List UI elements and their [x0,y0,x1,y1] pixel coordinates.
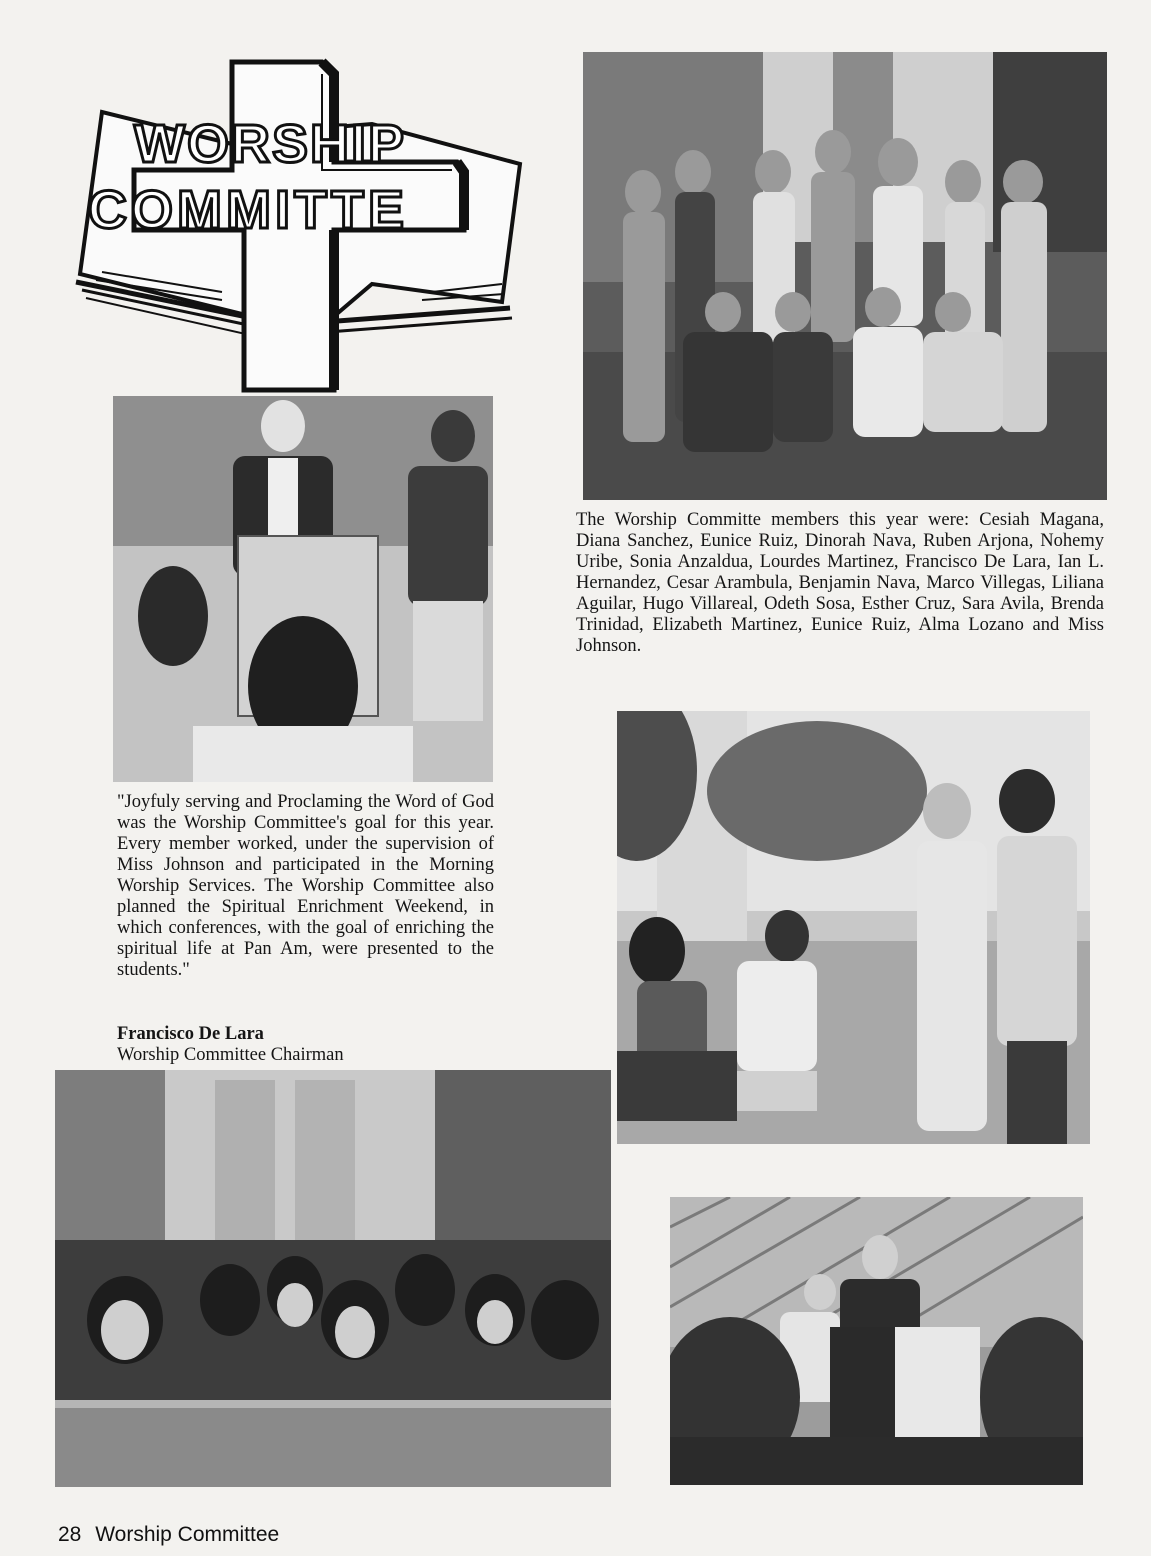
logo-line-2: COMMITTE [88,180,408,240]
chapel-audience-photo [55,1070,611,1487]
classroom-lectern-photo [113,396,493,782]
outdoor-conversation-photo [617,711,1090,1144]
cross-and-open-bible-icon [72,52,530,394]
pulpit-speaker-photo [670,1197,1083,1485]
worship-committee-logo [72,52,530,394]
quote-author: Francisco De Lara [117,1024,264,1044]
section-name: Worship Committee [95,1523,280,1546]
logo-line-1: WORSHIP [134,114,407,174]
group-photo-caption: The Worship Committe members this year were: Cesiah Magana, Diana Sanchez, Eunice Ruiz, Dinorah Nava, Ruben Arjona, Nohemy Uribe, Sonia Anzaldua, Lourdes Martinez, Francisco De Lara, Ian L. Hernandez, Cesar Arambula, Benjamin Nava, Marco Villegas, Liliana Aguilar, Hugo Villareal, Odeth Sosa, Esther Cruz, Sara Avila, Brenda Trinidad, Elizabeth Martinez, Eunice Ruiz, Alma Lozano and Miss Johnson. [576,510,1104,656]
quote-author-role: Worship Committee Chairman [117,1045,344,1065]
page-footer [58,1523,279,1547]
page-number: 28 [58,1523,82,1546]
chairman-quote: "Joyfuly serving and Proclaming the Word of God was the Worship Committee's goal for this year. Every member worked, under the supervision of Miss Johnson and participated in the Morning Worship Services. The Worship Committee also planned the Spiritual Enrichment Weekend, in which conferences, with the goal of enriching the spiritual life at Pan Am, were presented to the students." [117,792,494,980]
group-photo [583,52,1107,500]
